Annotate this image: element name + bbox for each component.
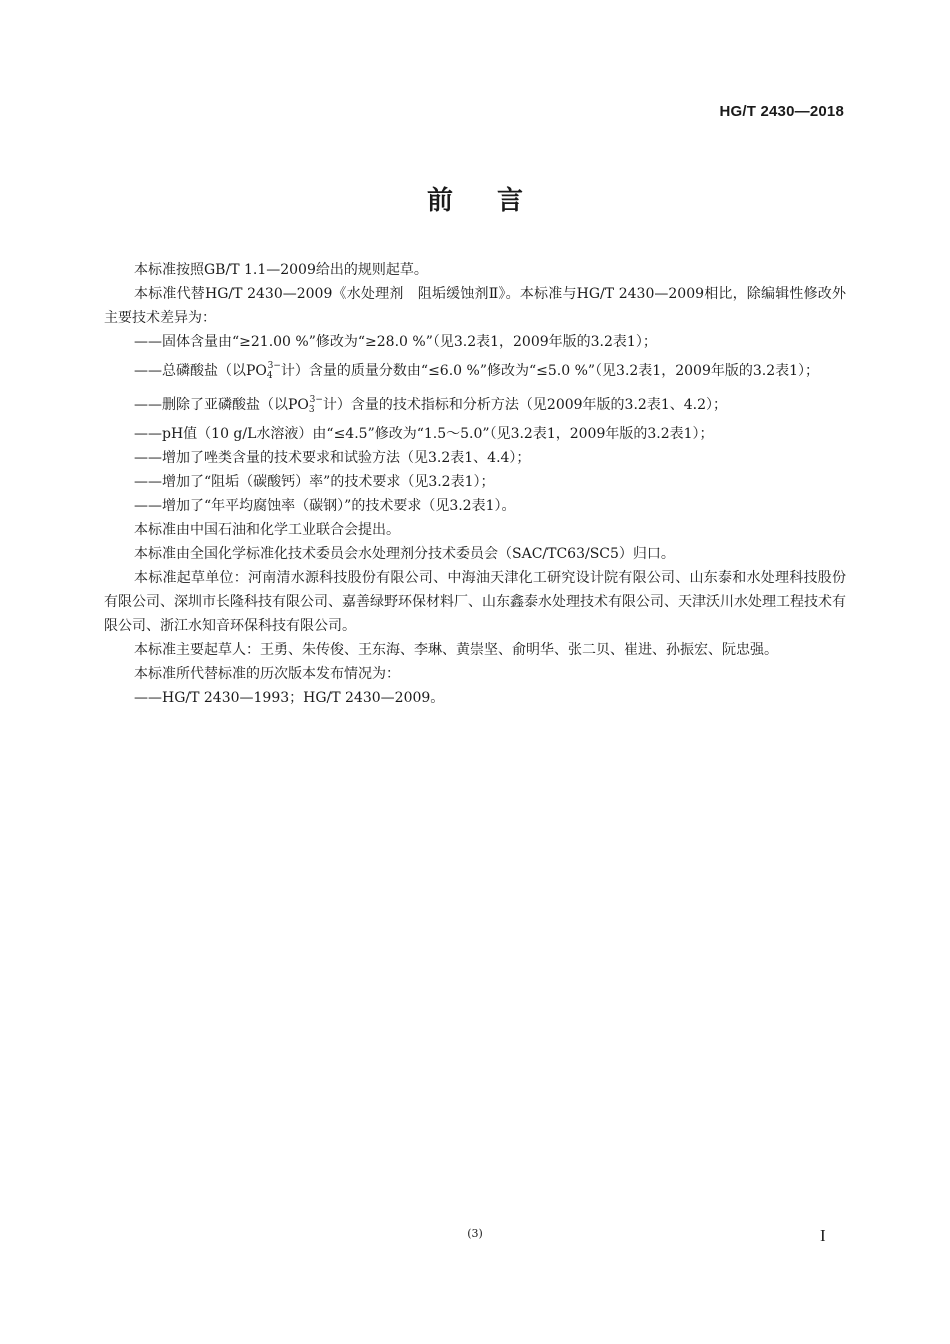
history-item: ——HG/T 2430—1993；HG/T 2430—2009。: [134, 690, 445, 706]
change-item-azole-content: ——增加了唑类含量的技术要求和试验方法（见3.2表1、4.4）；: [134, 450, 531, 466]
paragraph-history: 本标准所代替标准的历次版本发布情况为：: [134, 666, 400, 682]
standard-code: HG/T 2430—2018: [719, 103, 844, 120]
foreword-body: [104, 258, 846, 710]
paragraph-drafting-rules: 本标准按照GB/T 1.1—2009给出的规则起草。: [134, 262, 428, 278]
page-number: (3): [467, 1227, 483, 1240]
paragraph-drafters: 本标准主要起草人：王勇、朱传俊、王东海、李琳、黄崇坚、俞明华、张二贝、崔进、孙振宏、阮忠强。: [134, 642, 778, 658]
change-item-total-phosphate: ——总磷酸盐（以$PO_4^{3-}$计）含量的质量分数由“≤6.0 %”修改为“≤5.0 %”（见3.2表1，2009年版的3.2表1）；: [134, 361, 820, 381]
paragraph-committee: 本标准由全国化学标准化技术委员会水处理剂分技术委员会（SAC/TC63/SC5）归口。: [134, 546, 675, 562]
paragraph-drafting-units: 本标准起草单位：河南清水源科技股份有限公司、中海油天津化工研究设计院有限公司、山东泰和水处理科技股份有限公司、深圳市长隆科技有限公司、嘉善绿野环保材料厂、山东鑫泰水处理技术有限公司、天津沃川水处理工程技术有限公司、浙江水知音环保科技有限公司。: [104, 570, 846, 634]
change-item-corrosion-rate: ——增加了“年平均腐蚀率（碳钢）”的技术要求（见3.2表1）。: [134, 498, 516, 514]
paragraph-replacement: 本标准代替HG/T 2430—2009《水处理剂 阻垢缓蚀剂Ⅱ》。本标准与HG/T 2430—2009相比，除编辑性修改外主要技术差异为：: [104, 286, 846, 326]
change-item-solid-content: ——固体含量由“≥21.00 %”修改为“≥28.0 %”（见3.2表1，2009年版的3.2表1）；: [134, 334, 657, 350]
change-item-phosphite-removed: ——删除了亚磷酸盐（以$PO_3^{3-}$计）含量的技术指标和分析方法（见2009年版的3.2表1、4.2）；: [134, 395, 727, 415]
paragraph-proposer: 本标准由中国石油和化学工业联合会提出。: [134, 522, 400, 538]
page-title: 前言: [426, 186, 567, 216]
roman-page-numeral: I: [820, 1226, 826, 1245]
change-item-scale-inhibition: ——增加了“阻垢（碳酸钙）率”的技术要求（见3.2表1）；: [134, 474, 495, 490]
change-item-ph-value: ——pH值（10 g/L水溶液）由“≤4.5”修改为“1.5～5.0”（见3.2表1，2009年版的3.2表1）；: [134, 426, 714, 442]
